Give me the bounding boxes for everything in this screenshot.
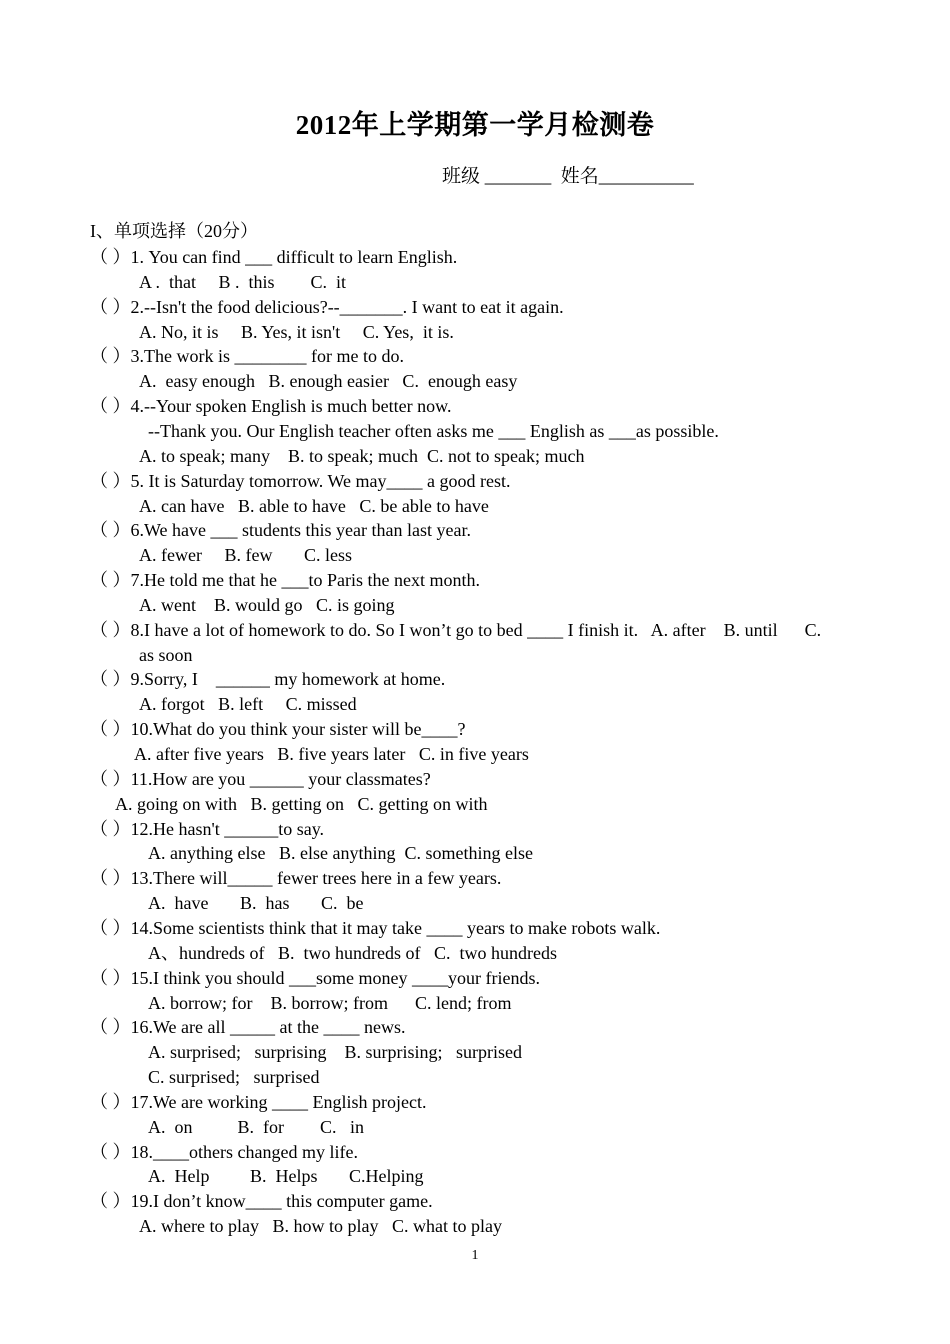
- question-line: （ ）15.I think you should ___some money ____your friends.: [90, 967, 540, 988]
- question-line: （ ）1. You can find ___ difficult to learn English.: [90, 247, 458, 267]
- answer-options-line: A. going on with B. getting on C. getting on with: [115, 793, 488, 814]
- answer-options-line: A. on B. for C. in: [148, 1116, 364, 1137]
- question-line: （ ）11.How are you ______ your classmates?: [90, 768, 431, 789]
- question-line: （ ）5. It is Saturday tomorrow. We may____ a good rest.: [90, 470, 511, 491]
- answer-options-line: A. borrow; for B. borrow; from C. lend; from: [148, 992, 512, 1013]
- answer-options-line: A. Help B. Helps C.Helping: [148, 1166, 424, 1187]
- answer-options-line: A. to speak; many B. to speak; much C. not to speak; much: [139, 445, 585, 466]
- question-line: （ ）12.He hasn't ______to say.: [90, 818, 325, 839]
- question-line: （ ）6.We have ___ students this year than last year.: [90, 520, 471, 541]
- answer-options-line: A. anything else B. else anything C. something else: [148, 843, 533, 864]
- answer-options-line: A. after five years B. five years later C. in five years: [134, 744, 529, 764]
- question-line: （ ）14.Some scientists think that it may take ____ years to make robots walk.: [90, 917, 661, 938]
- answer-options-line: A. have B. has C. be: [148, 893, 364, 914]
- page-title: 2012年上学期第一学月检测卷: [295, 110, 655, 140]
- answer-options-line: A. can have B. able to have C. be able to have: [139, 495, 489, 516]
- question-line: （ ）8.I have a lot of homework to do. So I won’t go to bed ____ I finish it. A. after B. until C.: [90, 619, 822, 640]
- question-line: （ ）19.I don’t know____ this computer game.: [90, 1191, 433, 1212]
- question-line: （ ）10.What do you think your sister will be____?: [90, 719, 466, 740]
- question-line: （ ）17.We are working ____ English project.: [90, 1091, 427, 1112]
- question-line: （ ）3.The work is ________ for me to do.: [90, 346, 404, 367]
- question-line: （ ）4.--Your spoken English is much better now.: [90, 396, 452, 417]
- section-heading: I、单项选择（20分）: [90, 221, 258, 241]
- answer-options-line: A. surprised; surprising B. surprising; surprised: [148, 1042, 522, 1063]
- answer-options-line: A. where to play B. how to play C. what to play: [139, 1216, 502, 1237]
- answer-options-line: --Thank you. Our English teacher often asks me ___ English as ___as possible.: [148, 420, 719, 441]
- answer-options-line: A . that B . this C. it: [139, 271, 347, 292]
- question-line: （ ）18.____others changed my life.: [90, 1141, 358, 1162]
- question-line: （ ）16.We are all _____ at the ____ news.: [90, 1017, 406, 1038]
- answer-options-line: C. surprised; surprised: [148, 1067, 320, 1088]
- answer-options-line: as soon: [139, 644, 193, 665]
- question-line: （ ）13.There will_____ fewer trees here in a few years.: [90, 868, 502, 889]
- page-number: 1: [471, 1248, 479, 1263]
- answer-options-line: A. forgot B. left C. missed: [139, 694, 357, 715]
- answer-options-line: A. No, it is B. Yes, it isn't C. Yes, it is.: [139, 321, 454, 342]
- answer-options-line: A. fewer B. few C. less: [139, 545, 352, 566]
- question-line: （ ）7.He told me that he ___to Paris the next month.: [90, 570, 480, 591]
- answer-options-line: A. went B. would go C. is going: [139, 594, 395, 615]
- answer-options-line: A. easy enough B. enough easier C. enough easy: [139, 371, 518, 392]
- question-line: （ ）2.--Isn't the food delicious?--_______. I want to eat it again.: [90, 296, 564, 317]
- question-line: （ ）9.Sorry, I ______ my homework at home.: [90, 669, 446, 690]
- answer-options-line: A、hundreds of B. two hundreds of C. two hundreds: [148, 942, 557, 963]
- student-info-fields: 班级 _______ 姓名__________: [442, 166, 694, 187]
